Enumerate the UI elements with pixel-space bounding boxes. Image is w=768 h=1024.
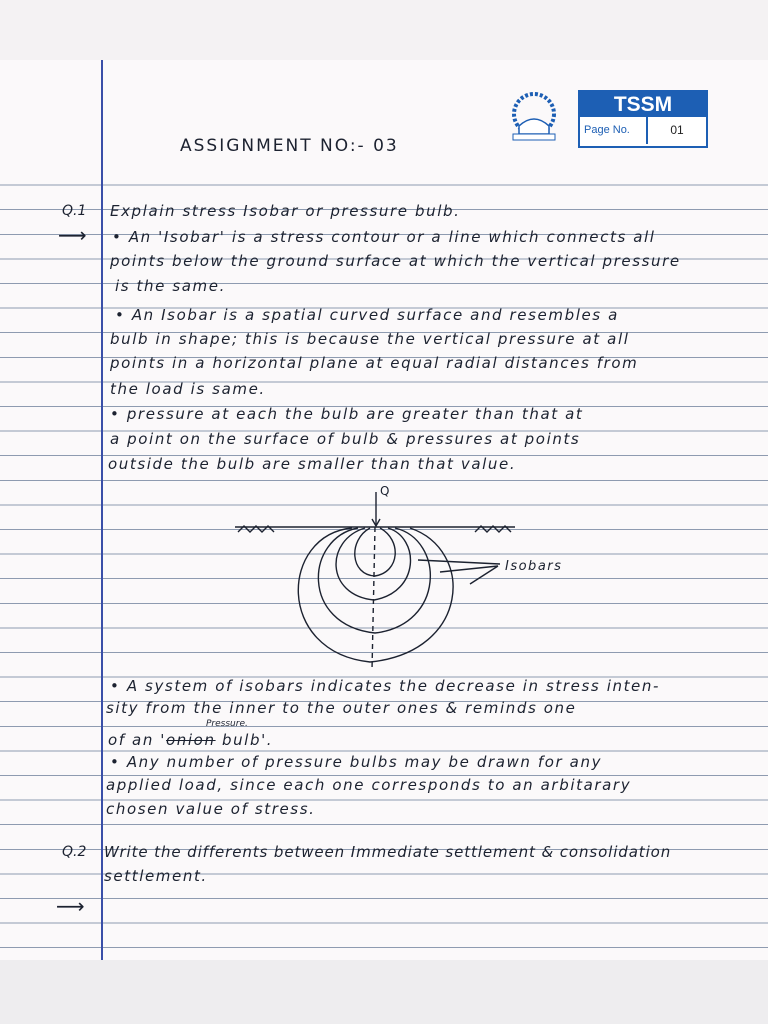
answer-line: outside the bulb are smaller than that value. bbox=[108, 455, 517, 473]
pressure-bulb-diagram bbox=[230, 480, 610, 675]
answer-line: • Any number of pressure bulbs may be drawn for any bbox=[110, 753, 603, 771]
isobar-3 bbox=[318, 528, 430, 633]
text-fragment: bulb'. bbox=[215, 731, 274, 749]
page-no-label: Page No. bbox=[580, 117, 648, 144]
answer-line: sity from the inner to the outer ones & reminds one bbox=[106, 699, 577, 717]
answer-line: • pressure at each the bulb are greater than that at bbox=[110, 405, 584, 423]
answer-line: a point on the surface of bulb & pressures at points bbox=[110, 430, 581, 448]
brand-name: TSSM bbox=[580, 92, 706, 117]
answer-line: • An 'Isobar' is a stress contour or a line which connects all bbox=[112, 228, 656, 246]
question-number: Q.2 bbox=[62, 844, 87, 860]
margin-line bbox=[101, 60, 103, 960]
answer-line: applied load, since each one corresponds to an arbitarary bbox=[106, 776, 632, 794]
answer-line: points below the ground surface at which the vertical pressure bbox=[110, 252, 681, 270]
isobars-label: Isobars bbox=[505, 559, 563, 574]
struck-word: onion bbox=[166, 731, 216, 749]
ground-hatch-left bbox=[238, 526, 274, 532]
assignment-title: ASSIGNMENT NO:- 03 bbox=[180, 136, 399, 156]
institute-logo bbox=[505, 90, 563, 148]
answer-line: • An Isobar is a spatial curved surface and resembles a bbox=[115, 306, 619, 324]
ground-hatch-right bbox=[475, 526, 511, 532]
arrow-icon: ⟶ bbox=[58, 223, 87, 247]
isobar-1 bbox=[355, 528, 395, 576]
question-text: settlement. bbox=[104, 867, 208, 885]
load-label: Q bbox=[380, 484, 390, 498]
answer-line: points in a horizontal plane at equal radial distances from bbox=[110, 354, 639, 372]
answer-line: bulb in shape; this is because the vertical pressure at all bbox=[110, 330, 630, 348]
answer-line: chosen value of stress. bbox=[106, 800, 316, 818]
question-number: Q.1 bbox=[62, 203, 87, 219]
tssm-page-box bbox=[578, 90, 708, 148]
isobar-2 bbox=[336, 528, 410, 600]
arrow-icon: ⟶ bbox=[56, 894, 85, 918]
question-text: Write the differents between Immediate settlement & consolidation bbox=[104, 843, 672, 861]
inserted-word: Pressure. bbox=[206, 719, 248, 729]
answer-line bbox=[108, 731, 273, 749]
text-fragment: of an ' bbox=[108, 731, 167, 749]
page-no-value: 01 bbox=[670, 123, 684, 137]
answer-line: • A system of isobars indicates the decrease in stress inten- bbox=[110, 677, 661, 695]
center-axis bbox=[372, 527, 375, 670]
question-text: Explain stress Isobar or pressure bulb. bbox=[110, 202, 461, 220]
answer-line: is the same. bbox=[115, 277, 226, 295]
page-bottom bbox=[0, 960, 768, 1024]
answer-line: the load is same. bbox=[110, 380, 266, 398]
